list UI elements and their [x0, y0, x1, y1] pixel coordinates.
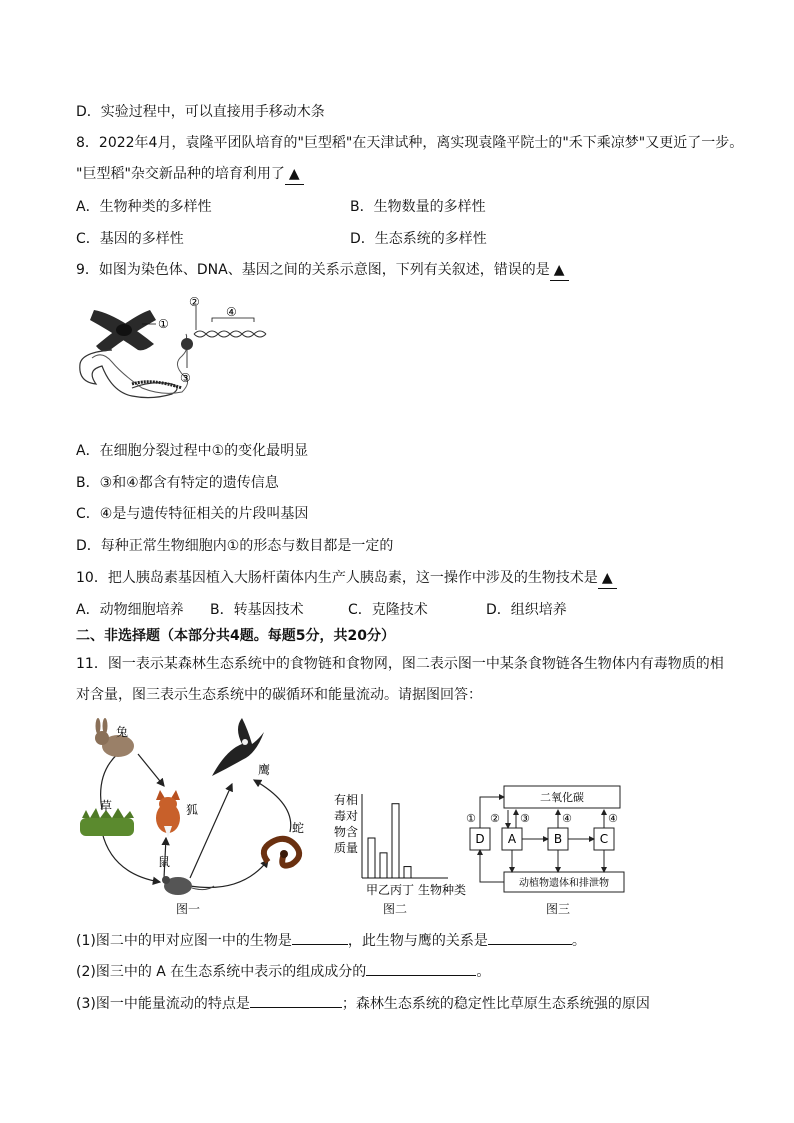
q11-stem-line2: 对含量，图三表示生态系统中的碳循环和能量流动。请据图回答： — [76, 687, 482, 703]
bar-甲 — [368, 838, 375, 878]
num-4a: ④ — [562, 812, 572, 825]
label-snake: 蛇 — [292, 821, 305, 835]
q11-sub3-blank[interactable] — [250, 993, 342, 1008]
q10-option-d: D．组织培养 — [486, 602, 567, 618]
q8-stem-line2 — [76, 164, 304, 185]
q11-sub3-text-a: (3)图一中能量流动的特点是 — [76, 996, 250, 1012]
q10-option-c: C．克隆技术 — [348, 602, 428, 618]
eagle-icon — [212, 718, 264, 776]
num-3: ③ — [520, 812, 530, 825]
waste-label: 动植物遗体和排泄物 — [519, 878, 609, 889]
q11-sub1-blank-2[interactable] — [488, 930, 572, 945]
q11-sub1-blank-1[interactable] — [292, 930, 348, 945]
q11-sub2-text-b: 。 — [476, 964, 491, 980]
fig2-caption: 图二 — [383, 902, 408, 916]
fox-icon — [156, 790, 180, 838]
q8-option-c: C．基因的多样性 — [76, 231, 184, 247]
chromosome-shape — [90, 310, 156, 351]
q11-sub1-text-b: ，此生物与鹰的关系是 — [347, 933, 488, 949]
q10-stem-text: 10．把人胰岛素基因植入大肠杆菌体内生产人胰岛素，这一操作中涉及的生物技术是 — [76, 570, 598, 586]
label-mouse: 鼠 — [158, 855, 171, 869]
q11-sub1-text-c: 。 — [571, 933, 586, 949]
snake-icon — [264, 839, 299, 866]
mouse-icon — [162, 876, 214, 895]
q9-answer-mark: ▲ — [550, 260, 569, 281]
label-rabbit: 兔 — [116, 725, 129, 739]
xlabel-categories: 甲乙丙丁 — [366, 883, 415, 897]
q10-option-a: A．动物细胞培养 — [76, 602, 184, 618]
q7-option-d: D．实验过程中，可以直接用手移动木条 — [76, 104, 325, 120]
label-fox: 狐 — [186, 803, 199, 817]
carbon-cycle-figure — [464, 784, 640, 896]
food-web-figure — [72, 714, 334, 918]
label-4: ④ — [226, 305, 237, 319]
label-2: ② — [189, 295, 200, 309]
q11-sub1-text-a: (1)图二中的甲对应图一中的生物是 — [76, 933, 292, 949]
q11-sub2-blank[interactable] — [366, 961, 476, 976]
chromosome-dna-gene-figure — [72, 292, 272, 408]
toxin-bar-chart — [330, 790, 474, 900]
q11-sub2 — [76, 961, 490, 982]
fig1-caption: 图一 — [176, 902, 201, 916]
label-grass: 草 — [100, 799, 113, 813]
node-d: D — [475, 832, 485, 846]
section-2-heading: 二、非选择题（本部分共4题。每题5分，共20分） — [76, 628, 395, 644]
q8-option-b: B．生物数量的多样性 — [350, 199, 486, 215]
q10-option-b: B．转基因技术 — [210, 602, 304, 618]
q9-option-a: A．在细胞分裂过程中①的变化最明显 — [76, 443, 309, 459]
co2-label: 二氧化碳 — [540, 791, 584, 804]
q9-stem-text: 9．如图为染色体、DNA、基因之间的关系示意图，下列有关叙述，错误的是 — [76, 262, 550, 278]
ylabel-line-2: 毒对 — [334, 809, 359, 823]
label-1: ① — [158, 317, 169, 331]
ylabel-line-4: 质量 — [334, 841, 359, 855]
q8-option-a: A．生物种类的多样性 — [76, 199, 212, 215]
q11-stem-line1: 11．图一表示某森林生态系统中的食物链和食物网，图二表示图一中某条食物链各生物体内有毒物质的相 — [76, 656, 724, 672]
rabbit-icon — [95, 718, 134, 757]
num-1: ① — [466, 812, 476, 825]
q9-option-c: C．④是与遗传特征相关的片段叫基因 — [76, 506, 309, 522]
q8-option-d: D．生态系统的多样性 — [350, 231, 487, 247]
bar-丙 — [392, 804, 399, 878]
q8-stem-text: "巨型稻"杂交新品种的培育利用了 — [76, 166, 285, 182]
label-3: ③ — [180, 371, 191, 385]
ylabel-line-1: 有相 — [334, 793, 359, 807]
num-2: ② — [490, 812, 500, 825]
bar-丁 — [404, 867, 411, 878]
q9-option-b: B．③和④都含有特定的遗传信息 — [76, 475, 279, 491]
label-eagle: 鹰 — [258, 763, 271, 777]
node-c: C — [599, 832, 609, 846]
ylabel-line-3: 物含 — [334, 825, 359, 839]
q9-stem — [76, 260, 569, 281]
node-a: A — [507, 832, 517, 846]
q10-stem — [76, 568, 617, 589]
node-b: B — [553, 832, 563, 846]
bar-乙 — [380, 853, 387, 878]
q10-answer-mark: ▲ — [598, 568, 617, 589]
q8-answer-mark: ▲ — [285, 164, 304, 185]
num-4b: ④ — [608, 812, 618, 825]
xlabel-unit: 生物种类 — [418, 883, 467, 897]
q11-sub3 — [76, 993, 650, 1014]
q11-sub3-text-b: ；森林生态系统的稳定性比草原生态系统强的原因 — [341, 996, 650, 1012]
q11-sub1 — [76, 930, 586, 951]
fig3-caption: 图三 — [546, 902, 571, 916]
q9-option-d: D．每种正常生物细胞内①的形态与数目都是一定的 — [76, 538, 394, 554]
q11-sub2-text-a: (2)图三中的 A 在生态系统中表示的组成成分的 — [76, 964, 367, 980]
q8-stem-line1: 8．2022年4月，袁隆平团队培育的"巨型稻"在天津试种，离实现袁隆平院士的"禾下乘凉梦"又更近了一步。 — [76, 135, 744, 151]
q8-options-row1 — [76, 197, 212, 217]
